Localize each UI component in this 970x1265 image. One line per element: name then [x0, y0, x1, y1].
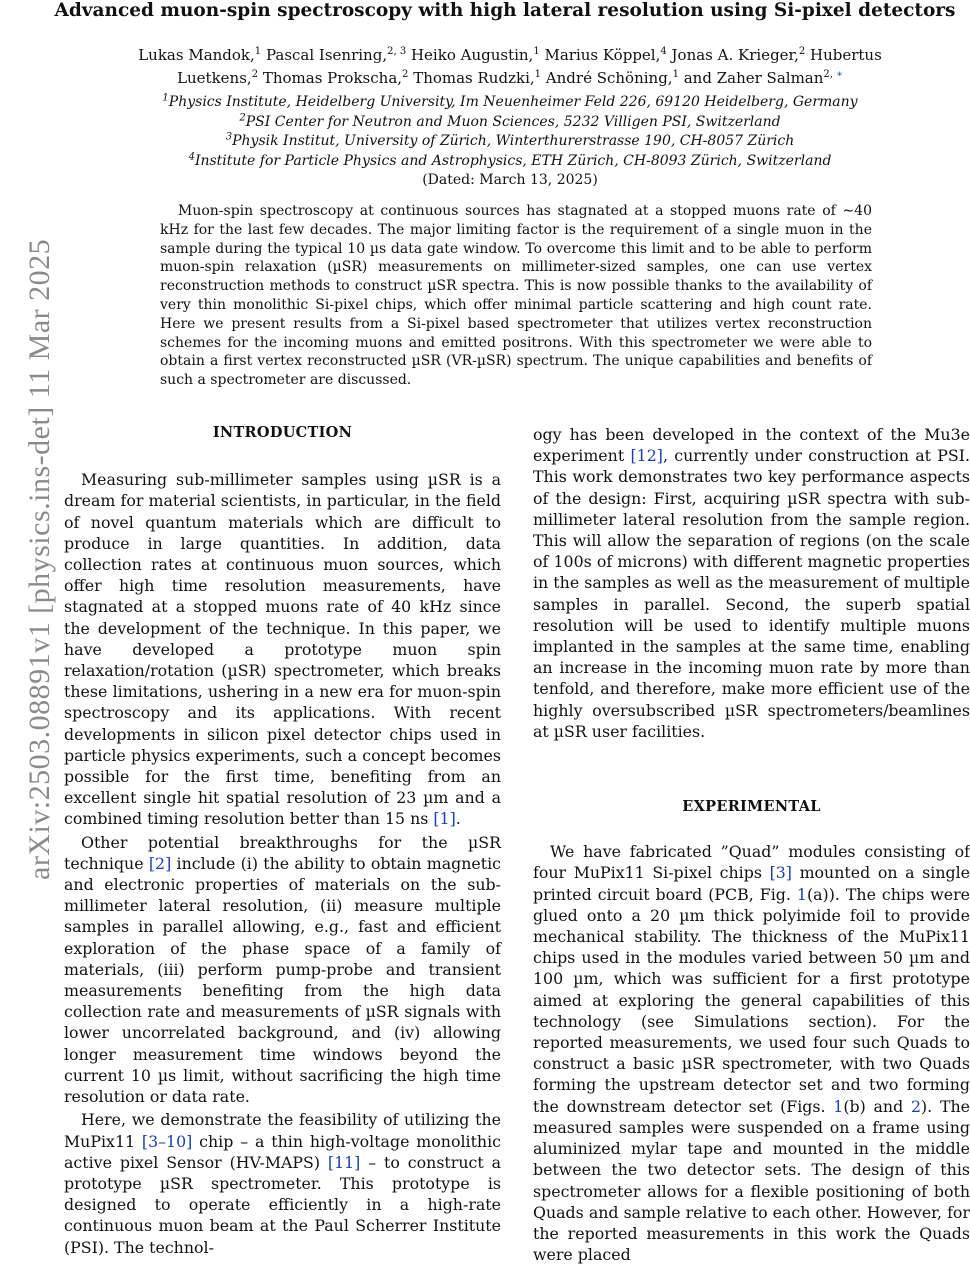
right-column — [533, 424, 970, 1265]
affiliation: $^3$Physik Institut, University of Zürich, Winterthurerstrasse 190, CH-8057 Zürich — [225, 131, 795, 149]
citation-link[interactable]: [12] — [630, 446, 663, 466]
paragraph: Here, we demonstrate the feasibility of utilizing the MuPix11 [3–10] chip – a thin high-voltage monolithic active pixel Sensor (HV-MAPS) [11] – to construct a prototype µSR spectrometer. This prototype is designed to operate efficiently in a high-rate continuous muon beam at the Paul Scherrer Institute (PSI). The technol- — [64, 1110, 501, 1257]
author: Hubertus Luetkens,$^2$ — [177, 46, 882, 87]
affiliation: $^2$PSI Center for Neutron and Muon Sciences, 5232 Villigen PSI, Switzerland — [239, 111, 781, 130]
affiliations — [110, 93, 910, 171]
citation-link[interactable]: [3–10] — [141, 1131, 193, 1151]
citation-link[interactable]: [11] — [327, 1152, 361, 1172]
author: Pascal Isenring,$^{2, 3}$ — [265, 46, 407, 64]
paper-title: Advanced muon-spin spectroscopy with high lateral resolution using Si-pixel detectors — [54, 0, 956, 21]
figure-link[interactable]: 1 — [833, 1096, 844, 1116]
author: Jonas A. Krieger,$^2$ — [671, 46, 806, 64]
affiliation: $^4$Institute for Particle Physics and Astrophysics, ETH Zürich, CH-8093 Zürich, Switzerland — [188, 150, 832, 169]
paragraph: We have fabricated ”Quad” modules consisting of four MuPix11 Si-pixel chips [3] mounted on a single printed circuit board (PCB, Fig. 1(a)). The chips were glued onto a 20 µm thick polyimide foil to provide mechanical stability. The thickness of the MuPix11 chips used in the modules varied between 50 µm and 100 µm, which was sufficient for a first prototype aimed at exploring the general capabilities of this technology (see Simulations section). For the reported measurements, we used four such Quads to construct a basic µSR spectrometer, with two Quads forming the upstream detector set and two forming the downstream detector set (Figs. 1(b) and 2). The measured samples were suspended on a frame using aluminized mylar tape and mounted in the middle between the two detector sets. The design of this spectrometer allows for a flexible positioning of both Quads and sample relative to each other. However, for the reported measurements in this work the Quads were placed — [533, 842, 970, 1265]
figure-link[interactable]: 1 — [796, 884, 807, 904]
abstract: Muon-spin spectroscopy at continuous sources has stagnated at a stopped muons rate of ∼40 kHz for the last few decades. The major limiting factor is the requirement of a single muon in the sample during the typical 10 µs data gate window. To overcome this limit and to be able to perform muon-spin relaxation (µSR) measurements on millimeter-sized samples, one can use vertex reconstruction methods to construct µSR spectra. This is now possible thanks to the availability of very thin monolithic Si-pixel chips, which offer minimal particle scattering and high count rate. Here we present results from a Si-pixel based spectrometer that utilizes vertex reconstruction schemes for the incoming muons and emitted positrons. With this spectrometer we were able to obtain a first vertex reconstructed µSR (VR-µSR) spectrum. The unique capabilities and benefits of such a spectrometer are discussed. — [160, 203, 872, 389]
section-heading-experimental: EXPERIMENTAL — [682, 798, 821, 816]
author: Thomas Prokscha,$^2$ — [262, 69, 409, 87]
citation-link[interactable]: [2] — [148, 853, 172, 873]
left-column — [64, 418, 501, 1258]
author: Heiko Augustin,$^1$ — [410, 46, 540, 64]
author: André Schöning,$^1$ — [545, 69, 679, 87]
author: Thomas Rudzki,$^1$ — [413, 69, 542, 87]
citation-link[interactable]: [1] — [433, 809, 456, 829]
affiliation: $^1$Physics Institute, Heidelberg University, Im Neuenheimer Feld 226, 69120 Heidelberg, Germany — [162, 92, 858, 110]
author-list — [110, 44, 910, 90]
corresponding-author-link[interactable]: ∗ — [836, 69, 843, 80]
citation-link[interactable]: [3] — [769, 863, 792, 883]
paragraph: ogy has been developed in the context of the Mu3e experiment [12], currently under construction at PSI. This work demonstrates two key performance aspects of the design: First, acquiring µSR spectra with sub-millimeter lateral resolution from the sample region. This will allow the separation of regions (on the scale of 100s of microns) with different magnetic properties in the samples as well as the measurement of multiple samples in parallel. Second, the superb spatial resolution will be used to identify multiple muons implanted in the samples at the same time, enabling an increase in the incoming muon rate by more than tenfold, and therefore, make more efficient use of the highly oversubscribed µSR spectrometers/beamlines at µSR user facilities. — [533, 425, 970, 741]
author: Lukas Mandok,$^1$ — [138, 46, 262, 64]
author: and Zaher Salman$^{2, ∗}$ — [683, 69, 843, 87]
date-line: (Dated: March 13, 2025) — [422, 172, 598, 188]
paragraph: Other potential breakthroughs for the µSR technique [2] include (i) the ability to obtain magnetic and electronic properties of materials on the sub-millimeter lateral resolution, (ii) measure multiple samples in parallel allowing, e.g., fast and efficient exploration of the phase space of a family of materials, (iii) perform pump-probe and transient measurements benefiting from the high data collection rate and measurements of µSR signals with lower uncorrelated background, and (iv) allowing longer measurement time windows beyond the current 10 µs limit, without sacrificing the high time resolution or data rate. — [64, 832, 501, 1107]
figure-link[interactable]: 2 — [910, 1096, 922, 1116]
paragraph: Measuring sub-millimeter samples using µSR is a dream for material scientists, in particular, in the field of novel quantum materials which are difficult to produce in large quantities. In addition, data collection rates at continuous muon sources, which offer high time resolution measurements, have stagnated at a stopped muons rate of 40 kHz since the development of the technique. In this paper, we have developed a prototype muon spin relaxation/rotation (µSR) spectrometer, which breaks these limitations, ushering in a new era for muon-spin spectroscopy and its applications. With recent developments in silicon pixel detector chips used in particle physics experiments, such a concept becomes possible for the first time, benefiting from an excellent single hit spatial resolution of 23 µm and a combined timing resolution better than 15 ns [1]. — [64, 470, 501, 829]
section-heading-introduction: INTRODUCTION — [212, 424, 353, 441]
arxiv-watermark: arXiv:2503.08891v1 [physics.ins-det] 11 Mar 2025 — [23, 238, 56, 880]
author: Marius Köppel,$^4$ — [544, 46, 667, 64]
